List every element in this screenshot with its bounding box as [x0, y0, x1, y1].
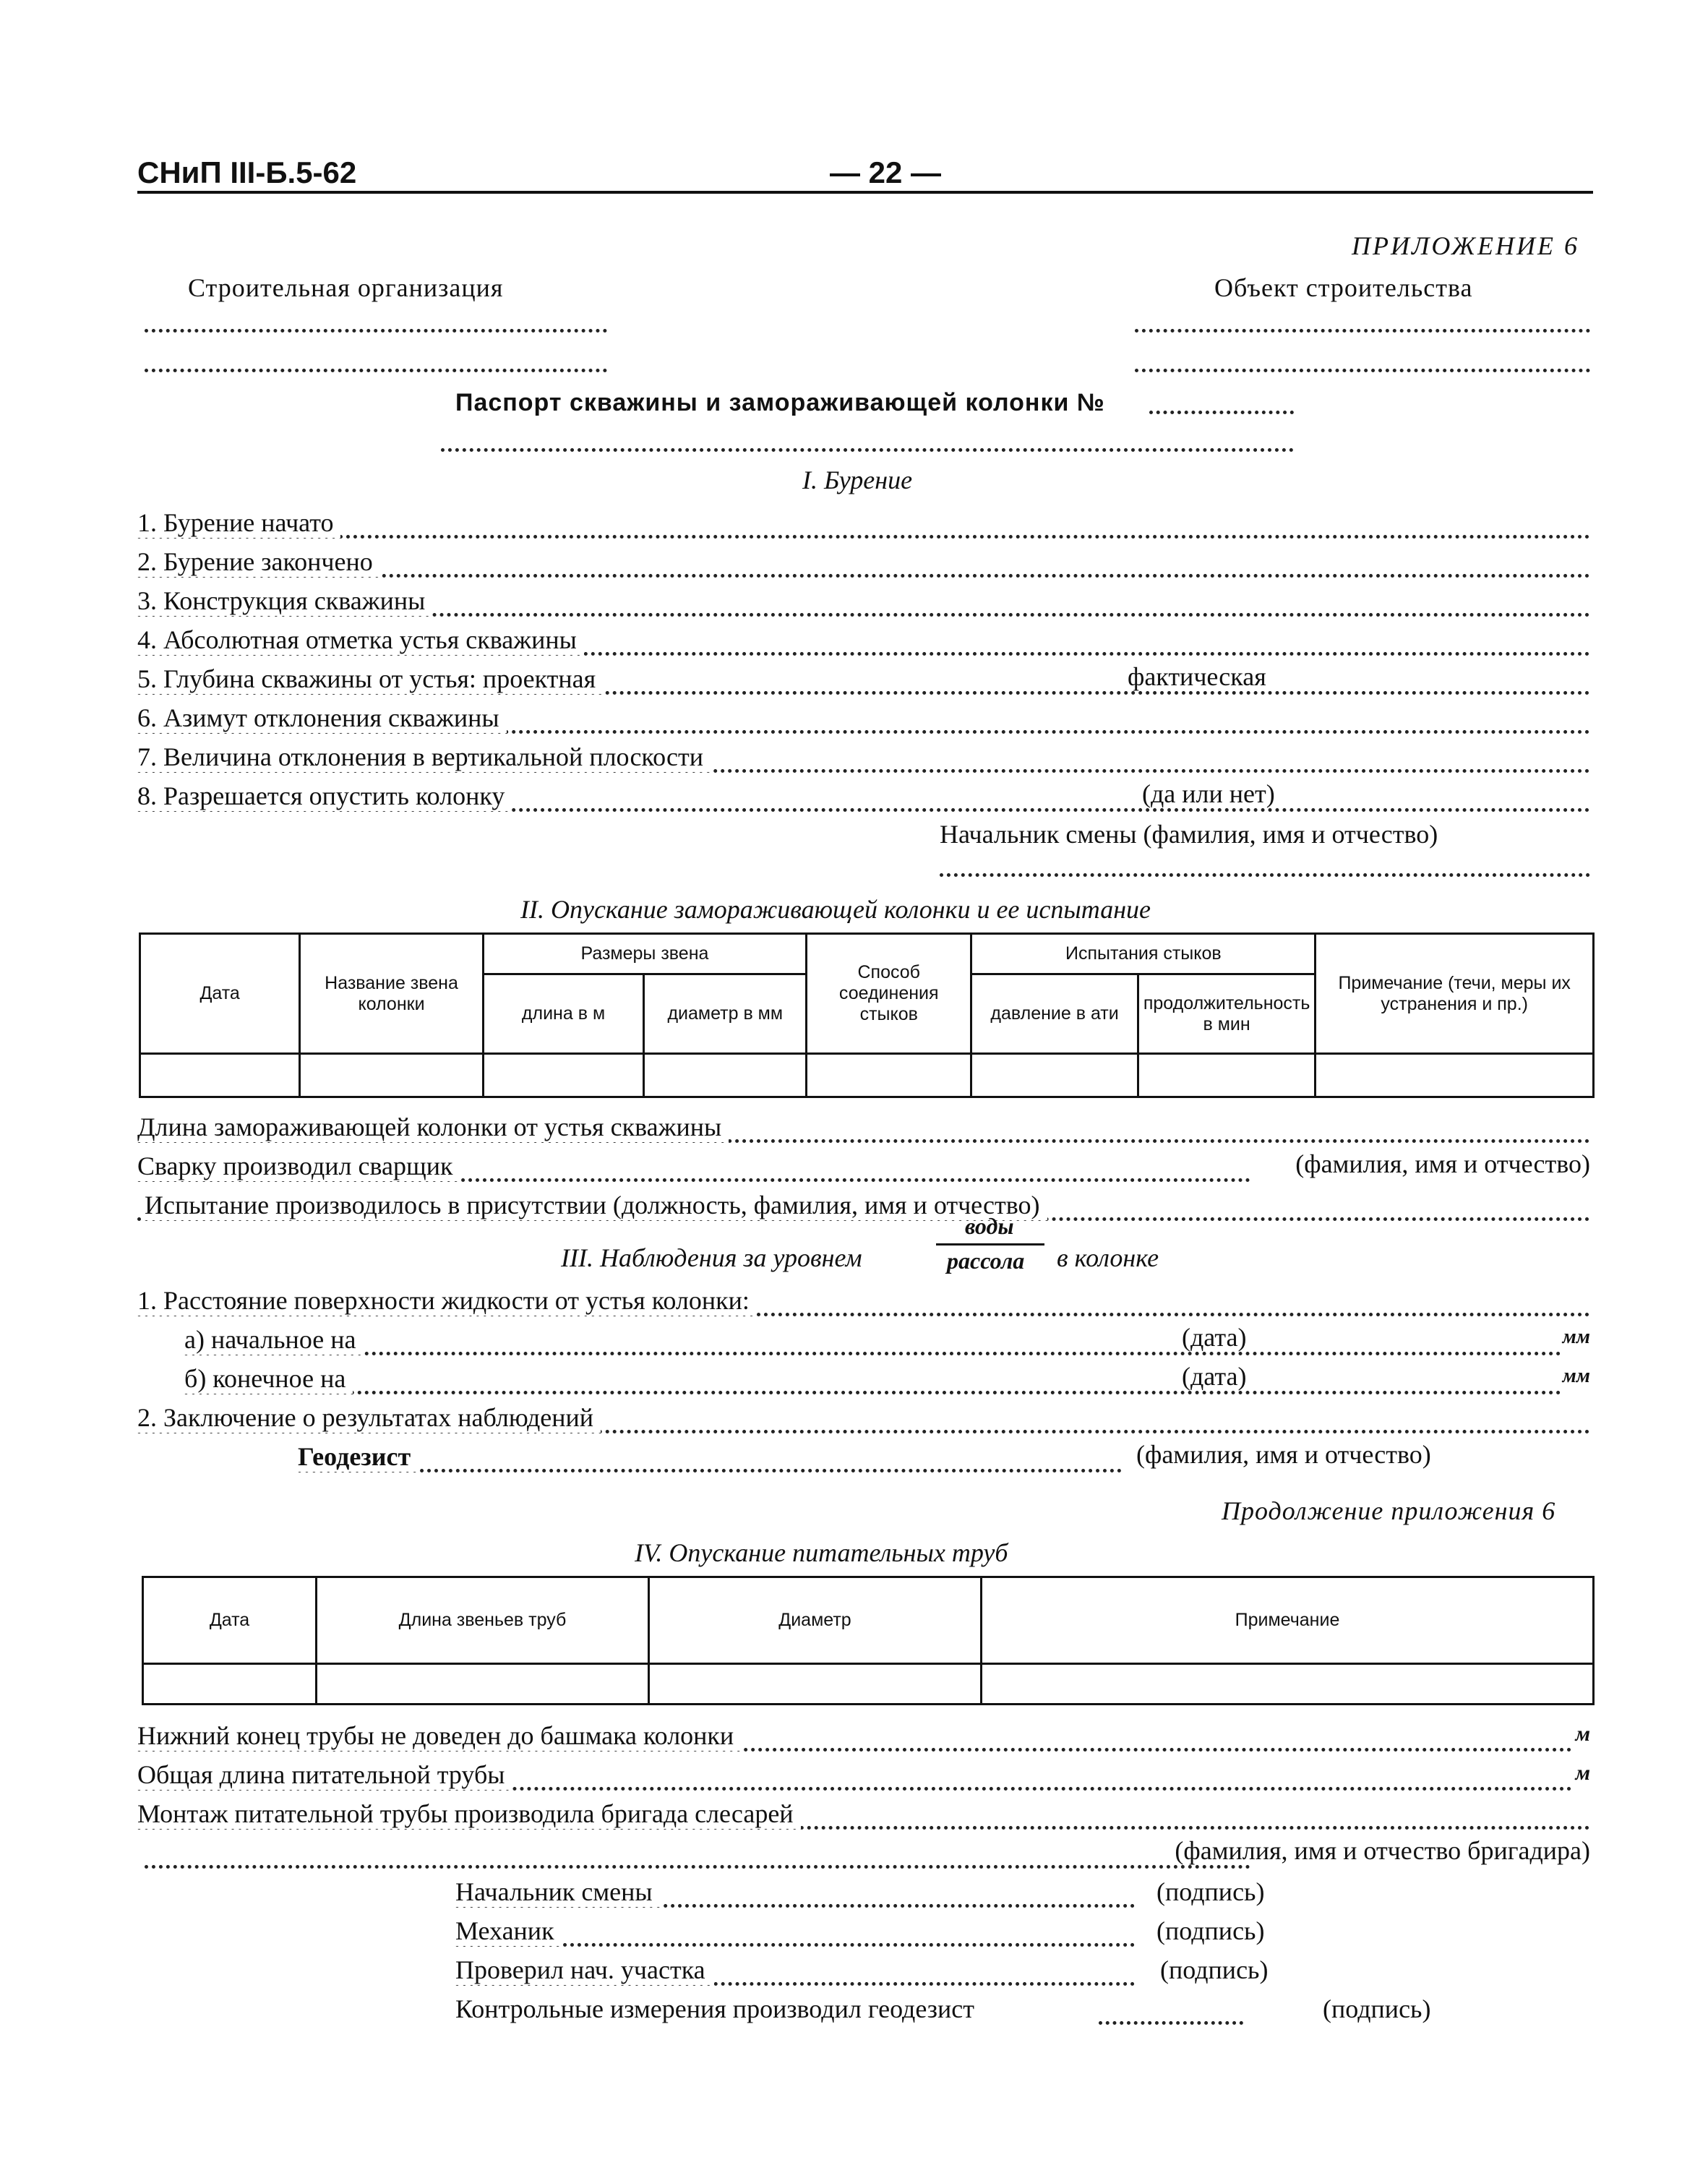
group-joint-tests: Испытания стыков: [971, 934, 1316, 974]
geodesist-line: [298, 1441, 1469, 1476]
drilling-item-3: [137, 586, 1590, 620]
passport-fill-line: [441, 448, 1294, 452]
drilling-item-1: [137, 507, 1590, 542]
pipe-col-note: Примечание: [982, 1577, 1594, 1664]
fraction-bar: [936, 1243, 1044, 1246]
drilling-item-label: 3. Конструкция скважины: [137, 586, 432, 616]
sig-mechanic-sign: (подпись): [1156, 1916, 1265, 1945]
drilling-item-4: [137, 625, 1590, 659]
sig-control-sign: (подпись): [1323, 1994, 1431, 2023]
org-fill-line-1: [145, 329, 607, 333]
test-witness-label: Испытание производилось в присутствии (должность, фамилия, имя и отчество): [145, 1190, 1047, 1220]
drilling-item-label: 8. Разрешается опустить колонку: [137, 781, 512, 811]
section4-title: IV. Опускание питательных труб: [635, 1538, 1008, 1567]
doc-code: СНиП III-Б.5-62: [137, 155, 357, 189]
col-duration: продолжительность в мин: [1138, 974, 1316, 1054]
section3-title-den: рассола: [947, 1248, 1025, 1274]
final-level-line: [184, 1363, 1590, 1398]
col-diameter: диаметр в мм: [644, 974, 807, 1054]
sig-chief-sign: (подпись): [1156, 1877, 1265, 1906]
pipe-col-diameter: Диаметр: [649, 1577, 982, 1664]
sig-chief: [455, 1877, 1287, 1911]
col-link-name: Название звена колонки: [300, 934, 483, 1054]
group-link-sizes: Размеры звена: [483, 934, 806, 974]
col-joint-method: Способ соединения стыков: [807, 934, 971, 1054]
test-witness-line: [137, 1190, 1590, 1225]
drilling-item-5: [137, 664, 1590, 698]
liquid-distance-line: [137, 1285, 1590, 1320]
welder-line: [137, 1151, 1590, 1186]
table-row: [140, 1054, 1594, 1097]
drilling-item-label: 4. Абсолютная отметка устья скважины: [137, 625, 584, 655]
page-number: — 22 —: [830, 155, 942, 189]
pipe-col-length: Длина звеньев труб: [317, 1577, 649, 1664]
passport-number-fill: [1149, 411, 1294, 414]
sig-control: [455, 1994, 1467, 2028]
column-length-label: Длина замораживающей колонки от устья скважины: [137, 1112, 729, 1142]
drilling-item-2: [137, 546, 1590, 581]
welder-label: Сварку производил сварщик: [137, 1151, 460, 1181]
sig-site-chief-sign: (подпись): [1160, 1955, 1269, 1984]
section3-title-left: III. Наблюдения за уровнем: [561, 1243, 862, 1272]
drilling-item-8: [137, 781, 1590, 815]
pipe-end-line: [137, 1720, 1590, 1755]
liquid-distance-label: 1. Расстояние поверхности жидкости от устья колонки:: [137, 1285, 757, 1316]
col-length: длина в м: [483, 974, 644, 1054]
initial-level-line: [184, 1324, 1590, 1359]
object-fill-line-1: [1135, 329, 1590, 333]
col-pressure: давление в ати: [971, 974, 1138, 1054]
shift-chief-label: Начальник смены (фамилия, имя и отчество): [940, 820, 1438, 849]
drilling-item-label: 6. Азимут отклонения скважины: [137, 703, 507, 733]
initial-level-label: а) начальное на: [184, 1324, 363, 1355]
col-date: Дата: [140, 934, 300, 1054]
conclusion-label: 2. Заключение о результатах наблюдений: [137, 1402, 601, 1433]
conclusion-line: [137, 1402, 1590, 1437]
assembly-line: [137, 1798, 1590, 1833]
header-rule: [137, 191, 1593, 194]
object-label: Объект строительства: [1214, 273, 1473, 302]
brigadier-line: [137, 1838, 1590, 1872]
pipe-col-date: Дата: [143, 1577, 317, 1664]
sig-site-chief: [455, 1955, 1287, 1989]
appendix-label: ПРИЛОЖЕНИЕ 6: [1352, 231, 1579, 260]
section2-title: II. Опускание замораживающей колонки и ее испытание: [520, 895, 1151, 924]
final-level-label: б) конечное на: [184, 1363, 353, 1394]
sig-chief-label: Начальник смены: [455, 1877, 661, 1907]
pipe-end-label: Нижний конец трубы не доведен до башмака колонки: [137, 1720, 741, 1751]
section3-title-right: в колонке: [1057, 1243, 1159, 1272]
welder-name-hint: (фамилия, имя и отчество): [1295, 1149, 1590, 1178]
column-length-line: [137, 1112, 1590, 1146]
actual-depth-label: фактическая: [1120, 664, 1274, 690]
feed-pipe-table: [142, 1576, 1595, 1705]
brigadier-hint: (фамилия, имя и отчество бригадира): [1175, 1836, 1590, 1865]
pipe-length-unit: м: [1575, 1761, 1590, 1785]
org-label: Строительная организация: [188, 273, 504, 302]
sig-control-label: Контрольные измерения производил геодезист: [455, 1994, 974, 2023]
drilling-item-label: 7. Величина отклонения в вертикальной плоскости: [137, 742, 711, 772]
yes-no-label: (да или нет): [1135, 781, 1282, 807]
section1-title: I. Бурение: [802, 466, 913, 494]
final-date-label: (дата): [1175, 1363, 1254, 1389]
drilling-item-label: 2. Бурение закончено: [137, 546, 380, 577]
table-row: [143, 1664, 1594, 1705]
section3-title-num: воды: [965, 1213, 1014, 1239]
sig-mechanic: [455, 1916, 1287, 1950]
pipe-length-line: [137, 1759, 1590, 1794]
continuation-label: Продолжение приложения 6: [1222, 1496, 1556, 1525]
org-fill-line-2: [145, 369, 607, 372]
passport-title: Паспорт скважины и замораживающей колонки №: [455, 389, 1105, 416]
assembly-label: Монтаж питательной трубы производила бригада слесарей: [137, 1798, 801, 1829]
geodesist-name-hint: (фамилия, имя и отчество): [1136, 1440, 1431, 1469]
object-fill-line-2: [1135, 369, 1590, 372]
geodesist-label: Геодезист: [298, 1441, 418, 1472]
pipe-end-unit: м: [1575, 1722, 1590, 1746]
drilling-item-label: 5. Глубина скважины от устья: проектная: [137, 664, 603, 694]
drilling-item-7: [137, 742, 1590, 776]
drilling-item-label: 1. Бурение начато: [137, 507, 340, 538]
shift-chief-fill: [940, 873, 1590, 877]
sig-mechanic-label: Механик: [455, 1916, 563, 1946]
pipe-length-label: Общая длина питательной трубы: [137, 1759, 512, 1790]
final-unit: мм: [1562, 1365, 1590, 1387]
col-note: Примечание (течи, меры их устранения и пр.): [1316, 934, 1594, 1054]
initial-unit: мм: [1562, 1326, 1590, 1348]
drilling-item-6: [137, 703, 1590, 737]
column-lowering-table: [139, 932, 1595, 1098]
sig-site-chief-label: Проверил нач. участка: [455, 1955, 714, 1985]
initial-date-label: (дата): [1175, 1324, 1254, 1350]
